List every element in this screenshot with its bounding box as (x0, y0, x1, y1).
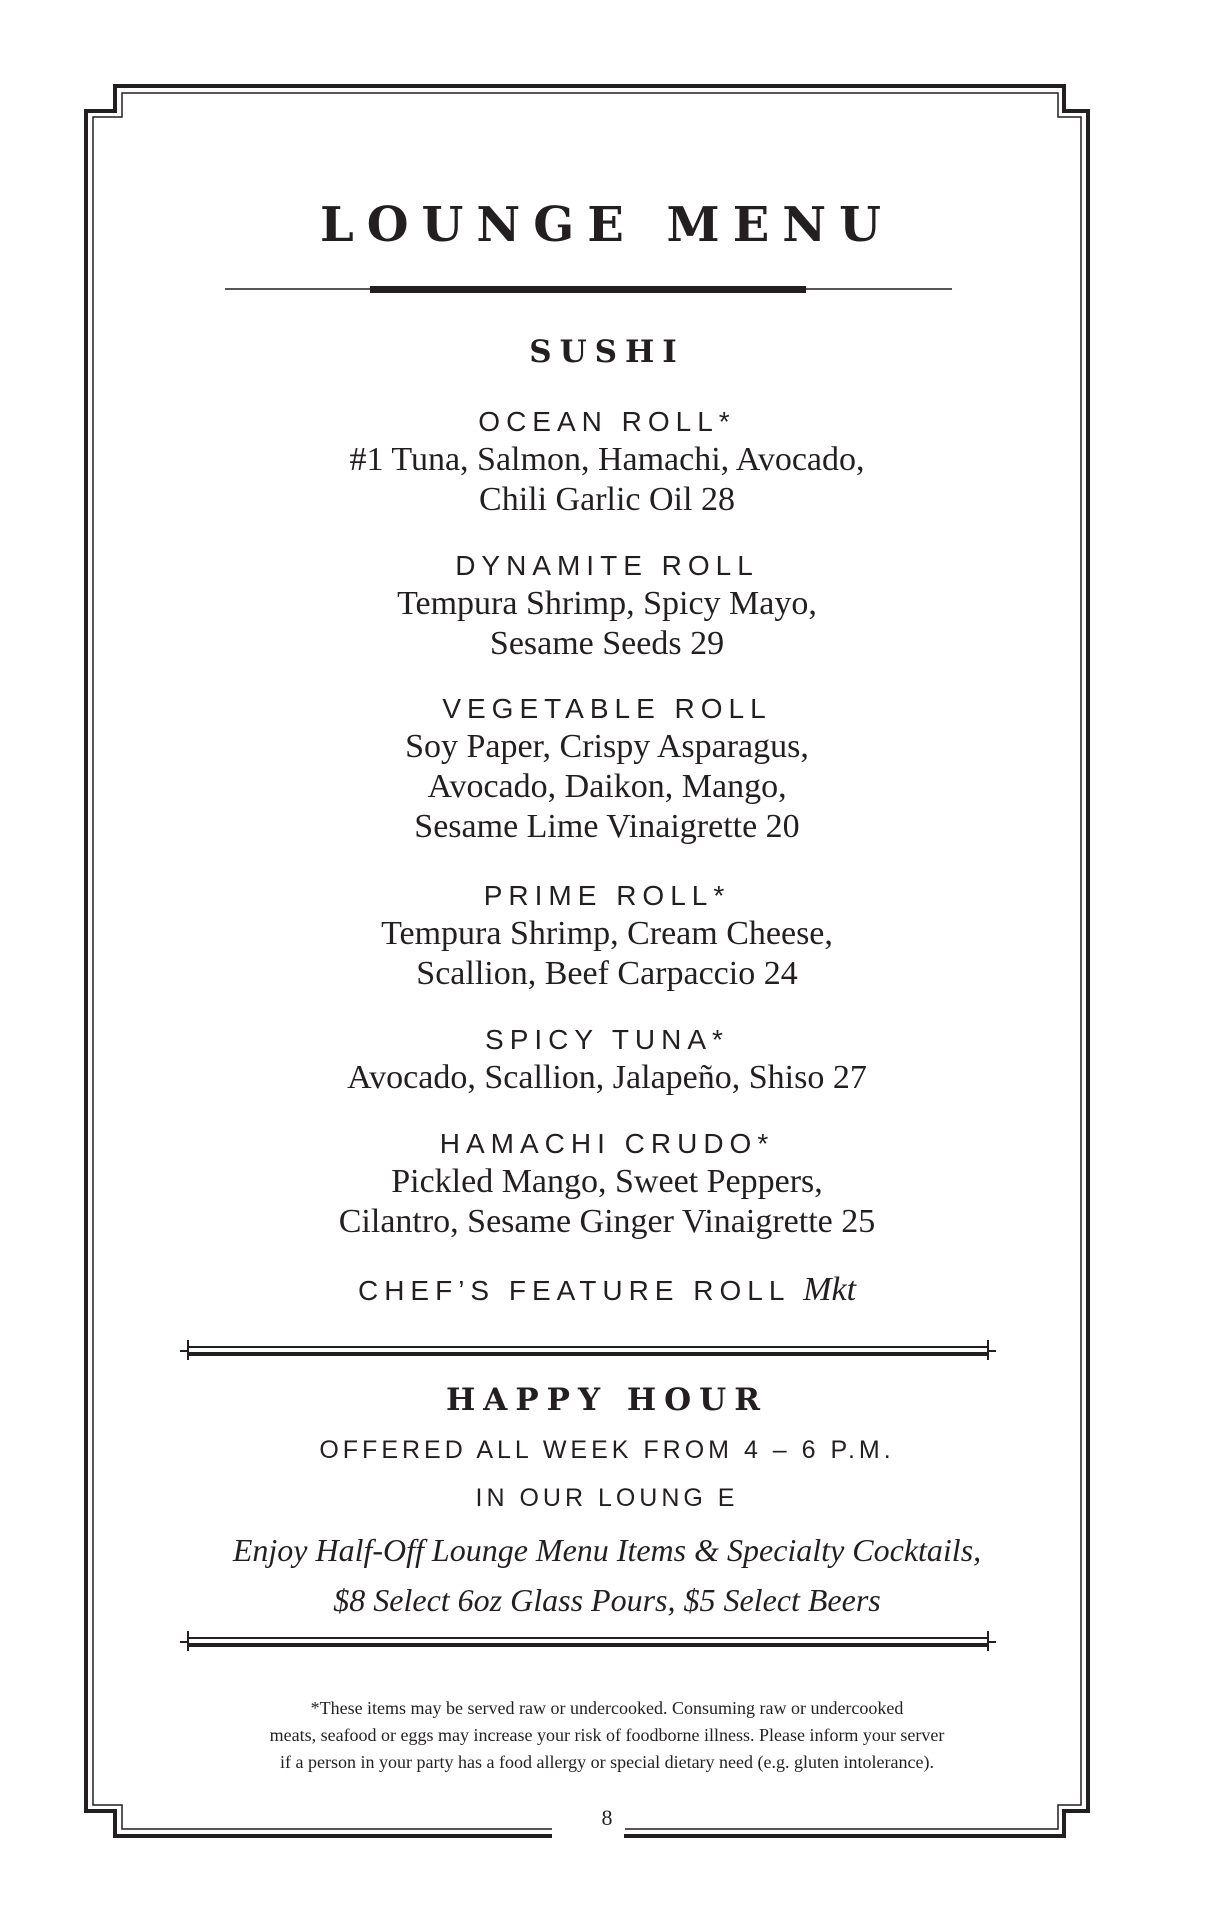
item-name: CHEF’S FEATURE ROLL (357, 1275, 790, 1306)
food-safety-disclaimer: *These items may be served raw or undercooked. Consuming raw or undercooked (310, 1698, 904, 1718)
item-description: #1 Tuna, Salmon, Hamachi, Avocado, (349, 441, 865, 478)
item-description: Scallion, Beef Carpaccio 24 (416, 955, 798, 992)
item-description: Cilantro, Sesame Ginger Vinaigrette 25 (338, 1203, 876, 1240)
food-safety-disclaimer: meats, seafood or eggs may increase your risk of foodborne illness. Please inform your server (269, 1725, 945, 1745)
item-description: Pickled Mango, Sweet Peppers, (391, 1163, 823, 1200)
item-name: PRIME ROLL* (483, 880, 731, 911)
happy-hour-location: IN OUR LOUNG E (475, 1484, 739, 1512)
item-description: Tempura Shrimp, Spicy Mayo, (397, 585, 817, 622)
item-description: Chili Garlic Oil 28 (479, 481, 735, 518)
item-name: VEGETABLE ROLL (442, 693, 772, 724)
item-name: HAMACHI CRUDO* (439, 1128, 775, 1159)
title-divider (225, 286, 952, 293)
item-description: Tempura Shrimp, Cream Cheese, (381, 915, 833, 952)
happy-hour-promo: Enjoy Half-Off Lounge Menu Items & Specialty Cocktails, (232, 1532, 982, 1568)
item-name: DYNAMITE ROLL (455, 550, 759, 581)
page-number: 8 (590, 1805, 625, 1830)
page-number-container (0, 1806, 1214, 1830)
sushi-section-title: SUSHI (529, 334, 685, 370)
happy-hour-top-rule (180, 1340, 996, 1360)
happy-hour-schedule: OFFERED ALL WEEK FROM 4 – 6 P.M. (319, 1436, 895, 1464)
item-name: OCEAN ROLL* (478, 406, 736, 437)
item-description: Avocado, Daikon, Mango, (427, 768, 787, 805)
happy-hour-title: HAPPY HOUR (446, 1382, 768, 1418)
chef-feature-roll (0, 1272, 1214, 1309)
item-price: Mkt (803, 1271, 857, 1308)
item-name: SPICY TUNA* (485, 1024, 729, 1055)
happy-hour-bottom-rule (180, 1631, 996, 1651)
item-description: Sesame Lime Vinaigrette 20 (414, 808, 800, 845)
item-description: Avocado, Scallion, Jalapeño, Shiso 27 (347, 1059, 867, 1096)
item-description: Sesame Seeds 29 (489, 625, 725, 662)
happy-hour-promo: $8 Select 6oz Glass Pours, $5 Select Beers (333, 1582, 881, 1618)
food-safety-disclaimer: if a person in your party has a food allergy or special dietary need (e.g. gluten intolerance). (280, 1752, 934, 1772)
item-description: Soy Paper, Crispy Asparagus, (405, 728, 809, 765)
page-title: LOUNGE MENU (319, 197, 895, 253)
